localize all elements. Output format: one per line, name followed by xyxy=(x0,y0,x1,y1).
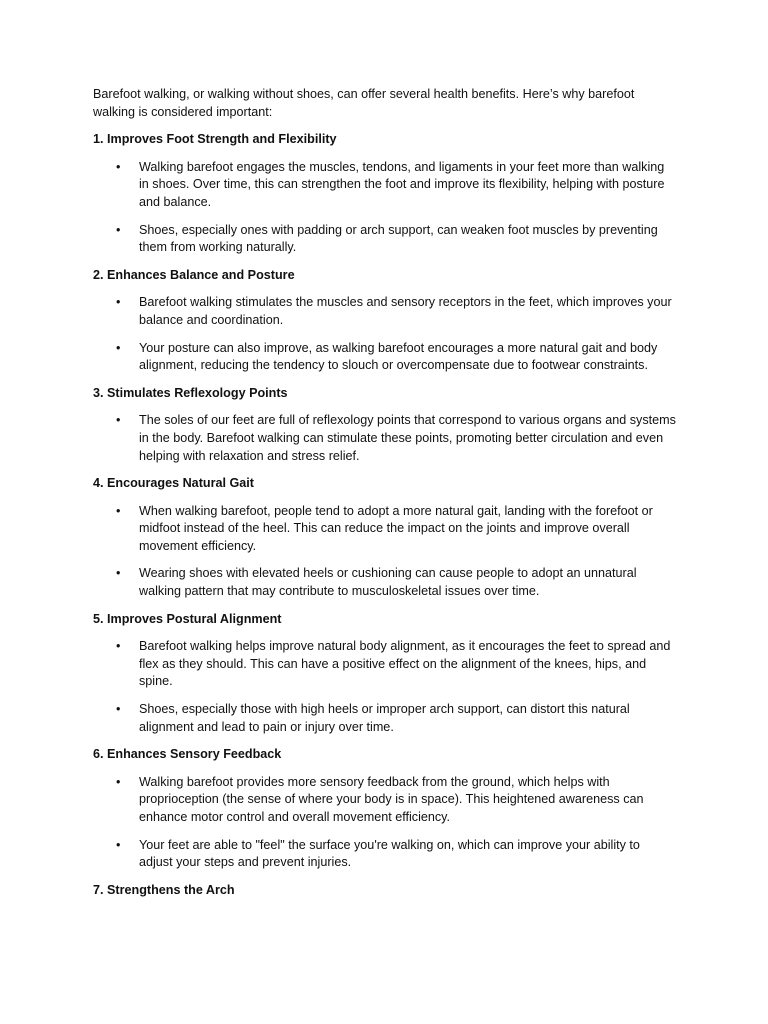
bullet-text: The soles of our feet are full of reflexology points that correspond to various organs and systems in the body. Barefoot walking can stimulate these points, promoting better circulation and even helping with relaxation and stress relief. xyxy=(139,413,676,463)
section-heading: 5. Improves Postural Alignment xyxy=(93,611,282,626)
bullet-item xyxy=(93,774,676,827)
bullet-text: Shoes, especially ones with padding or arch support, can weaken foot muscles by preventing them from working naturally. xyxy=(139,222,658,255)
bullet-dot-icon: • xyxy=(116,222,121,237)
bullet-text: Your feet are able to "feel" the surface you're walking on, which can improve your ability to adjust your steps and prevent injuries. xyxy=(139,837,640,870)
bullet-dot-icon: • xyxy=(116,837,121,852)
bullet-text: Your posture can also improve, as walking barefoot encourages a more natural gait and body alignment, reducing the tendency to slouch or overcompensate due to footwear constraints. xyxy=(139,340,658,373)
bullet-list xyxy=(93,159,676,257)
bullet-item xyxy=(93,340,676,375)
intro-paragraph: Barefoot walking, or walking without shoes, can offer several health benefits. Here’s why barefoot walking is considered important: xyxy=(93,87,635,119)
bullet-text: Walking barefoot engages the muscles, tendons, and ligaments in your feet more than walking in shoes. Over time, this can strengthen the foot and improve its flexibility, helping with posture and balance. xyxy=(139,159,665,209)
bullet-text: Wearing shoes with elevated heels or cushioning can cause people to adopt an unnatural walking pattern that may contribute to musculoskeletal issues over time. xyxy=(139,566,637,599)
section-4 xyxy=(93,475,676,601)
section-2 xyxy=(93,267,676,375)
bullet-dot-icon: • xyxy=(116,340,121,355)
bullet-list xyxy=(93,412,676,465)
bullet-item xyxy=(93,837,676,872)
bullet-list xyxy=(93,503,676,601)
bullet-text: Walking barefoot provides more sensory feedback from the ground, which helps with proprioception (the sense of where your body is in space). This heightened awareness can enhance motor control and overall movement efficiency. xyxy=(139,774,644,824)
section-7 xyxy=(93,882,676,900)
bullet-dot-icon: • xyxy=(116,159,121,174)
bullet-dot-icon: • xyxy=(116,702,121,717)
bullet-dot-icon: • xyxy=(116,295,121,310)
bullet-item xyxy=(93,565,676,600)
bullet-list xyxy=(93,294,676,374)
bullet-dot-icon: • xyxy=(116,503,121,518)
bullet-item xyxy=(93,294,676,329)
bullet-text: Shoes, especially those with high heels or improper arch support, can distort this natural alignment and lead to pain or injury over time. xyxy=(139,702,630,734)
bullet-item xyxy=(93,638,676,691)
bullet-list xyxy=(93,774,676,872)
section-heading: 4. Encourages Natural Gait xyxy=(93,476,254,491)
bullet-item xyxy=(93,701,676,736)
bullet-dot-icon: • xyxy=(116,639,121,654)
bullet-dot-icon: • xyxy=(116,566,121,581)
section-6 xyxy=(93,746,676,872)
bullet-text: When walking barefoot, people tend to adopt a more natural gait, landing with the forefoot or midfoot instead of the heel. This can reduce the impact on the joints and improve overall movement efficiency. xyxy=(139,503,653,553)
bullet-text: Barefoot walking stimulates the muscles and sensory receptors in the feet, which improves your balance and coordination. xyxy=(139,295,672,327)
bullet-item xyxy=(93,412,676,465)
bullet-list xyxy=(93,638,676,736)
bullet-dot-icon: • xyxy=(116,774,121,789)
section-1 xyxy=(93,131,676,257)
section-heading: 2. Enhances Balance and Posture xyxy=(93,267,295,282)
bullet-item xyxy=(93,159,676,212)
bullet-text: Barefoot walking helps improve natural body alignment, as it encourages the feet to spread and flex as they should. This can have a positive effect on the alignment of the knees, hips, and spine. xyxy=(139,639,671,689)
section-heading: 3. Stimulates Reflexology Points xyxy=(93,385,288,400)
bullet-item xyxy=(93,222,676,257)
section-5 xyxy=(93,611,676,737)
bullet-item xyxy=(93,503,676,556)
section-heading: 6. Enhances Sensory Feedback xyxy=(93,747,282,762)
section-heading: 7. Strengthens the Arch xyxy=(93,882,235,897)
bullet-dot-icon: • xyxy=(116,413,121,428)
section-heading: 1. Improves Foot Strength and Flexibility xyxy=(93,132,337,147)
section-3 xyxy=(93,385,676,465)
